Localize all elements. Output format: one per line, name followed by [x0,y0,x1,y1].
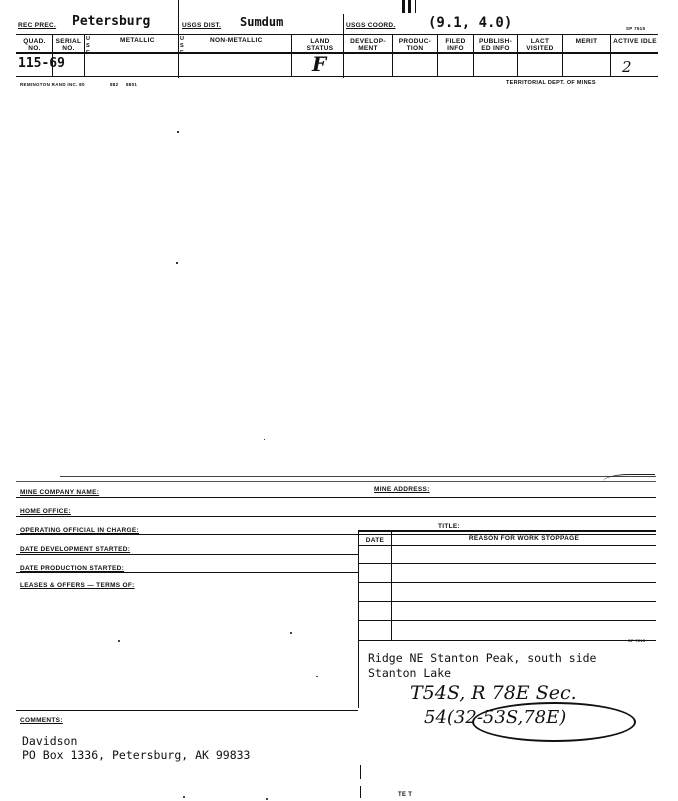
divider [360,786,361,798]
divider [178,0,179,78]
col-use-2: U S E [180,36,185,56]
divider [358,530,359,708]
divider [358,620,656,621]
leases-label: LEASES & OFFERS — TERMS OF: [20,582,135,589]
divider [16,572,358,573]
date-development-label: DATE DEVELOPMENT STARTED: [20,546,131,553]
dept-line: TERRITORIAL DEPT. OF MINES [506,80,596,86]
mine-company-label: MINE COMPANY NAME: [20,489,100,496]
rec-prec-label: REC PREC. [18,22,57,29]
quad-serial-value: 115-69 [18,56,65,71]
speck [264,439,265,440]
divider [562,34,563,76]
usgs-dist-value: Sumdum [240,15,284,29]
col-use-1: U S E [86,36,91,56]
date-production-label: DATE PRODUCTION STARTED: [20,565,125,572]
active-idle-value: 2 [622,58,632,76]
handwritten-line-2: 54(32-53S,78E) [424,707,567,728]
bottom-mark: TE T [398,792,413,798]
rec-prec-value: Petersburg [72,14,151,29]
speck [266,798,268,800]
divider [517,34,518,76]
col-merit: MERIT [575,38,598,45]
col-non-metallic: NON-METALLIC [210,37,263,44]
usgs-coord-value: (9.1, 4.0) [428,15,513,31]
divider [358,545,656,546]
divider [16,516,656,517]
date-col-header: DATE [365,537,385,544]
divider [437,34,438,76]
curl [603,474,655,489]
divider [391,530,392,641]
land-status-value: F [312,52,327,76]
handwritten-circle [472,702,636,742]
col-serial-no: SERIAL NO. [55,38,82,52]
divider [358,530,656,532]
speck [316,676,318,677]
col-last-visited: LACT VISITED [526,38,554,52]
col-filed-info: FILED INFO [445,38,466,52]
col-quad-no: QUAD. NO. [23,38,46,52]
divider [358,640,656,641]
operating-official-label: OPERATING OFFICIAL IN CHARGE: [20,527,139,534]
comment-line-1: Davidson [22,734,78,748]
divider [16,497,656,498]
divider [16,554,358,555]
home-office-label: HOME OFFICE: [20,508,71,515]
divider [358,601,656,602]
comments-label: COMMENTS: [20,717,63,724]
mine-address-label: MINE ADDRESS: [374,486,430,493]
speck [183,796,185,798]
col-published-info: PUBLISH-ED INFO [478,38,513,52]
usgs-dist-label: USGS DIST. [182,22,222,29]
printer-line: REMINGTON RAND INC. 80 [20,82,85,87]
divider [343,14,344,78]
printer-code-1: 882 [110,82,119,87]
speck [177,131,179,133]
handwritten-line-1: T54S, R 78E Sec. [410,682,577,704]
title-label: TITLE: [438,523,461,530]
divider [291,34,292,76]
reason-col-header: REASON FOR WORK STOPPAGE [468,535,580,542]
speck [290,632,292,634]
divider [60,476,656,477]
index-marks [402,0,422,14]
divider [84,34,85,76]
col-production: PRODUC-TION [398,38,432,52]
divider [610,34,611,76]
speck [176,262,178,264]
usgs-coord-label: USGS COORD. [346,22,396,29]
printer-code-2: 8801 [126,82,138,87]
location-line-1: Ridge NE Stanton Peak, south side [368,651,597,665]
divider [16,710,358,711]
divider [392,34,393,76]
location-line-2: Stanton Lake [368,666,452,680]
col-metallic: METALLIC [120,37,155,44]
col-development: DEVELOP-MENT [350,38,386,52]
comment-line-2: PO Box 1336, Petersburg, AK 99833 [22,748,251,762]
col-land-status: LAND STATUS [306,38,334,52]
col-active-idle: ACTIVE IDLE [613,38,657,45]
speck [118,640,120,642]
form-code-2: SP 7515 [628,638,646,643]
divider [16,481,656,482]
divider [360,765,361,779]
divider [16,76,658,77]
divider [358,563,656,564]
divider [473,34,474,76]
divider [358,582,656,583]
form-code: SP 7515 [626,26,646,31]
